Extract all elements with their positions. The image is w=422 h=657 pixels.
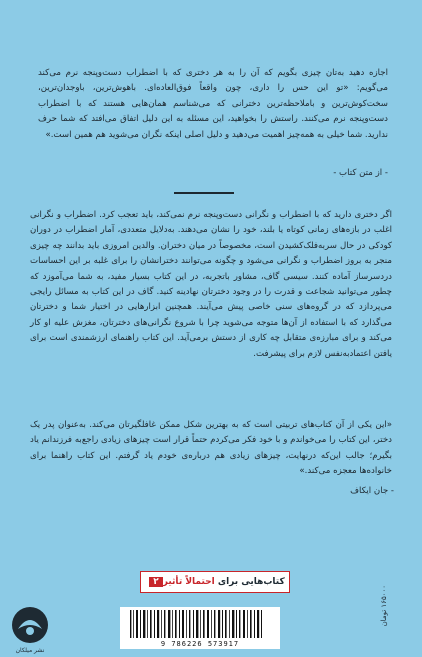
quote-source: - از متن کتاب - [333,168,388,178]
price-label: ۱۶۵۰۰۰ تومان [380,585,388,627]
cover-footer [0,547,422,657]
endorsement-paragraph: «این یکی از آن کتاب‌های تربیتی است که به بهترین شکل ممکن غافلگیرتان می‌کند. به‌عنوان پدر یک دختر، این کتاب را می‌خواندم و با خود فکر می‌کردم حتماً قرار است چیزهای زیادی راجع‌به فرزندانم یاد بگیرم؛ جالب این‌که درنهایت، چیزهای زیادی هم درباره‌ی خودم یاد گرفتم. این کتاب راهنما برای خانواده‌ها معجزه می‌کند.» [30,420,392,477]
description-paragraph: اگر دختری دارید که با اضطراب و نگرانی دست‌وپنجه نرم نمی‌کند، باید تعجب کرد. اضطراب و نگرانی اغلب در بازه‌های زمانی کوتاه یا بلند، خود را نشان می‌دهند. به‌دلایل متعددی، آمار اضطراب در دوران کودکی در حال سربه‌فلک‌کشیدن است، مخصوصاً در میان دختران. والدین امروزی باید بدانند چه چیزی منجر به بروز اضطراب و نگرانی می‌شود و چگونه می‌توانند دخترانشان را برای غلبه بر این احساسات دردسرساز آماده کنند. سیسی گاف، مشاور باتجربه، در این کتاب بسیار مفید، به شما می‌آموزد که چطور می‌توانید شجاعت و قدرت را در وجود دخترتان نهادینه کنید. گاف در این کتاب به مسائل رایجی می‌پردازد که در گروه‌های سنی خاصی پیش می‌آیند. همچنین ابزارهایی در اختیار شما و دخترتان می‌گذارد که با استفاده از آن‌ها متوجه می‌شوید چرا با شروع نگرانی‌های دخترتان، مغزش علیه او کار می‌کند و برای مبارزه‌ی متقابل چه کاری از دستش برمی‌آید. این کتاب راهنمای ارزشمندی است برای یافتن اعتمادبه‌نفس لازم برای پیشرفت. [30,210,392,359]
series-number: ۲ [149,577,163,587]
section-divider [174,192,234,194]
publisher-name: نشر میلکان [15,647,45,654]
quote-paragraph: اجازه دهید به‌تان چیزی بگویم که آن را به هر دختری که با اضطراب دست‌وپنجه نرم می‌کند می‌گویم: «تو این حس را داری، چون واقعاً فوق‌العاده‌ای. باهوش‌ترین، باوجدان‌ترین، سخت‌کوش‌ترین و باملاحظه‌ترین دخترانی که می‌شناسم همان‌هایی هستند که با اضطراب دست‌وپنجه نرم می‌کنند. راستش را بخواهید، این مسئله به این دلیل اتفاق می‌افتد که شما حرف ندارید. شما خیلی به همه‌چیز اهمیت می‌دهید و دلیل اصلی اینکه نگران می‌شوید هم همین است.» [38,68,388,140]
barcode [120,607,280,649]
barcode-number: 9 786226 573917 [160,640,240,648]
series-highlight: احتمالاً تأثیر [162,577,215,587]
endorsement-author: - جان ایکاف [350,486,394,496]
series-label [140,571,290,593]
publisher-logo [10,605,50,654]
barcode-icon [130,610,262,638]
series-prefix: کتاب‌هایی برای [217,577,285,587]
publisher-logo-icon [10,605,50,645]
